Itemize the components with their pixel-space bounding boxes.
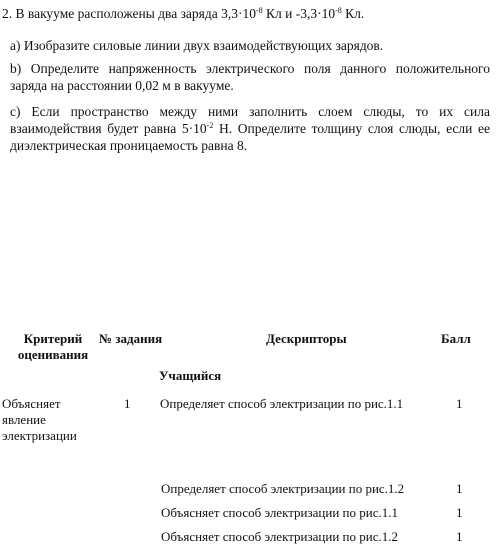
problem-title <box>2 6 364 22</box>
problem-part-c <box>10 103 490 154</box>
problem-part-a: а) Изобразите силовые линии двух взаимодействующих зарядов. <box>10 38 384 53</box>
part-c-exponent: -2 <box>206 121 214 130</box>
score-row-1: 1 <box>456 396 463 411</box>
header-task-number: № задания <box>99 331 163 346</box>
title-exponent-1: -8 <box>255 6 263 15</box>
part-c-text-end: Н. Определите толщину слоя слюды, если ее диэлектрическая проницаемость равна 8. <box>10 121 490 153</box>
part-c-text-start: c) Если пространство между ними заполнить слоем слюды, то их сила взаимодействия будет равна 5·10 <box>10 104 490 136</box>
problem-part-b: b) Определите напряженность электрического поля данного положительного заряда на расстоянии 0,02 м в вакууме. <box>10 61 490 93</box>
header-criterion: Критерий оценивания <box>17 331 89 362</box>
title-text-middle: Кл и -3,3·10 <box>262 6 336 21</box>
score-row-3: 1 <box>456 505 463 520</box>
score-row-4: 1 <box>456 529 463 544</box>
title-exponent-2: -8 <box>335 6 342 15</box>
descriptor-row-2: Определяет способ электризации по рис.1.2 <box>161 481 405 496</box>
header-descriptors: Дескрипторы <box>266 331 347 346</box>
title-text-start: 2. В вакууме расположены два заряда 3,3·10 <box>2 6 256 21</box>
title-text-end: Кл. <box>341 6 365 21</box>
header-score: Балл <box>441 331 471 346</box>
criterion-cell: Объясняет явление электризации <box>2 396 77 443</box>
descriptor-row-1: Определяет способ электризации по рис.1.1 <box>160 396 404 411</box>
score-row-2: 1 <box>456 481 463 496</box>
descriptor-row-3: Объясняет способ электризации по рис.1.1 <box>161 505 398 520</box>
subheader-student: Учащийся <box>159 368 222 383</box>
task-number-cell: 1 <box>124 396 131 411</box>
descriptor-row-4: Объясняет способ электризации по рис.1.2 <box>161 529 398 544</box>
